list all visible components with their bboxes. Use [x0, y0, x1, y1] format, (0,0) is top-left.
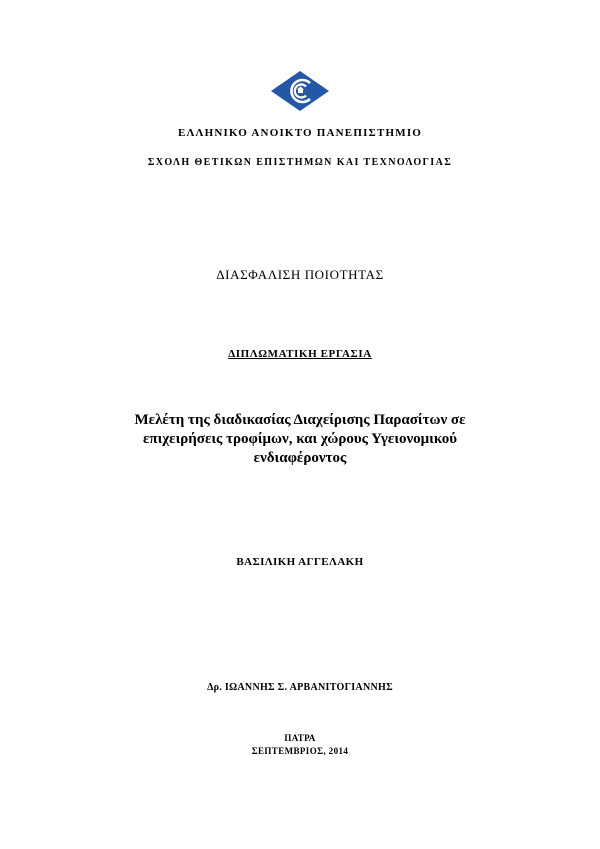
thesis-title-line: επιχειρήσεις τροφίμων, και χώρους Υγειονομικού — [142, 431, 458, 447]
university-seal-icon — [270, 70, 330, 112]
thesis-title-line: ενδιαφέροντος — [253, 450, 347, 466]
thesis-title — [0, 411, 600, 468]
city: ΠΑΤΡΑ — [284, 733, 316, 743]
document-type — [0, 348, 600, 360]
document-type-label: ΔΙΠΛΩΜΑΤΙΚΗ ΕΡΓΑΣΙΑ — [228, 348, 372, 360]
supervisor-name: Δρ. ΙΩΑΝΝΗΣ Σ. ΑΡΒΑΝΙΤΟΓΙΑΝΝΗΣ — [207, 682, 393, 693]
date: ΣΕΠΤΕΜΒΡΙΟΣ, 2014 — [251, 746, 349, 756]
thesis-title-line: Μελέτη της διαδικασίας Διαχείρισης Παρασίτων σε — [134, 412, 466, 428]
program-name: ΔΙΑΣΦΑΛΙΣΗ ΠΟΙΟΤΗΤΑΣ — [216, 267, 384, 282]
university-name: ΕΛΛΗΝΙΚΟ ΑΝΟΙΚΤΟ ΠΑΝΕΠΙΣΤΗΜΙΟ — [177, 127, 423, 139]
school-name: ΣΧΟΛΗ ΘΕΤΙΚΩΝ ΕΠΙΣΤΗΜΩΝ ΚΑΙ ΤΕΧΝΟΛΟΓΙΑΣ — [147, 157, 453, 168]
author-name: ΒΑΣΙΛΙΚΗ ΑΓΓΕΛΑΚΗ — [236, 556, 364, 568]
